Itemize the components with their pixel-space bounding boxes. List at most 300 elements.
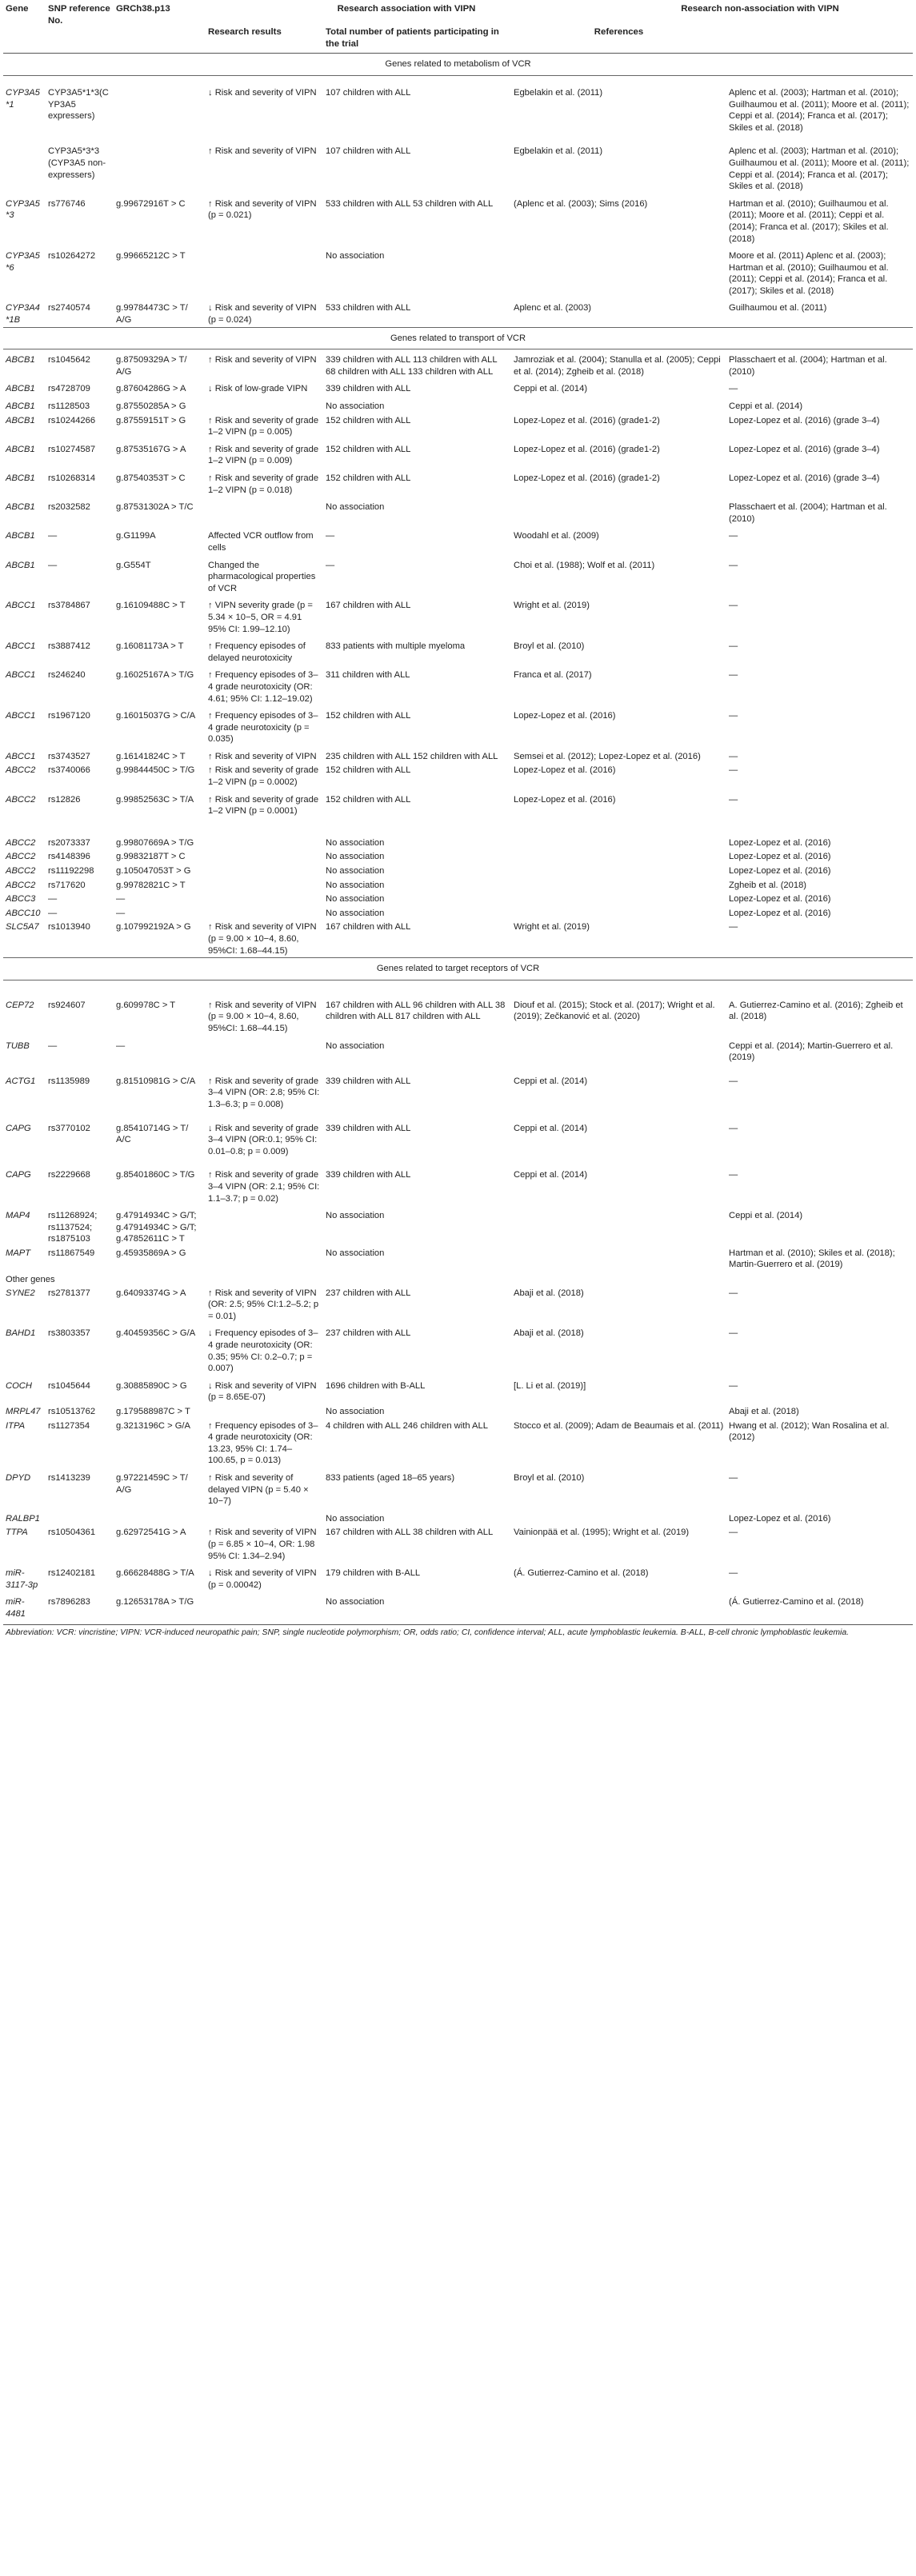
gene-cell: ABCC2 — [6, 794, 36, 805]
gene-cell: ACTG1 — [6, 1076, 36, 1086]
result-cell: ↑ Frequency episodes of 3–4 grade neurotoxicity (OR: 13.23, 95% CI: 1.74–100.65, p = 0.013) — [208, 1420, 318, 1466]
gene-cell: ABCC1 — [6, 641, 36, 652]
table-row — [3, 864, 913, 878]
result-cell: ↑ VIPN severity grade (p = 5.34 × 10−5, OR = 4.91 95% CI: 1.99–12.10) — [208, 601, 313, 634]
nonassociation-cell: — — [729, 1472, 738, 1483]
grch-cell: g.179588987C > T — [116, 1407, 190, 1416]
result-cell: ↑ Risk and severity of VIPN (OR: 2.5; 95% CI:1.2–5.2; p = 0.01) — [208, 1288, 319, 1321]
grch-cell: g.609978C > T — [116, 1000, 176, 1010]
table-row — [3, 468, 913, 497]
patients-cell: 339 children with ALL — [326, 1123, 411, 1133]
patients-cell: 339 children with ALL 113 children with ALL 68 children with ALL 133 children with ALL — [326, 355, 498, 377]
nonassociation-cell: (Á. Gutierrez-Camino et al. (2018) — [729, 1597, 864, 1608]
nonassociation-cell: — — [729, 1123, 738, 1133]
snp-cell: rs3743527 — [48, 751, 90, 761]
header-grch: GRCh38.p13 — [116, 4, 170, 14]
snp-cell: rs10513762 — [48, 1407, 96, 1416]
patients-cell: 237 children with ALL — [326, 1288, 411, 1298]
grch-cell — [114, 1508, 206, 1526]
gene-cell: ABCB1 — [6, 355, 35, 365]
grch-cell: g.66628488G > T/A — [116, 1568, 194, 1579]
patients-cell: No association — [326, 1211, 385, 1221]
gene-cell: ABCC1 — [6, 670, 36, 681]
table-row — [3, 1468, 913, 1508]
nonassociation-cell: Moore et al. (2011) Aplenc et al. (2003); Hartman et al. (2010); Guilhaumou et al. (2011); Ceppi et al. (2014); Franca et al. (2017); Skiles et al. (2018) — [729, 251, 889, 296]
grch-cell: g.87559151T > G — [116, 415, 186, 425]
grch-cell: g.16109488C > T — [116, 601, 186, 611]
result-cell: Affected VCR outflow from cells — [208, 531, 314, 553]
grch-cell: g.3213196C > G/A — [116, 1420, 190, 1431]
gene-cell: SLC5A7 — [6, 922, 39, 933]
patients-cell: No association — [326, 866, 385, 877]
references-cell — [511, 906, 726, 921]
table-row — [3, 194, 913, 246]
gene-cell: ABCB1 — [6, 473, 35, 483]
patients-cell: 339 children with ALL — [326, 384, 411, 394]
grch-cell: g.99832187T > C — [116, 852, 186, 862]
nonassociation-cell: Lopez-Lopez et al. (2016) — [729, 894, 831, 905]
result-cell: ↓ Risk and severity of VIPN (p = 0.00042) — [208, 1568, 317, 1590]
result-cell: ↓ Risk and severity of VIPN (p = 8.65E-07) — [208, 1380, 317, 1403]
table-row — [3, 439, 913, 468]
table-row — [3, 789, 913, 818]
patients-cell: — — [326, 531, 335, 541]
header-snp: SNP reference No. — [48, 4, 110, 26]
patients-cell: No association — [326, 1040, 385, 1051]
grch-cell: g.81510981G > C/A — [116, 1076, 196, 1086]
grch-cell: g.62972541G > A — [116, 1528, 186, 1538]
table-row — [3, 1158, 913, 1205]
section-title: Genes related to transport of VCR — [3, 327, 913, 349]
nonassociation-cell: Aplenc et al. (2003); Hartman et al. (2010); Guilhaumou et al. (2011); Moore et al. (2011); Ceppi et al. (2014); Franca et al. (2017); Skiles et al. (2018) — [729, 146, 910, 192]
result-cell: ↑ Risk and severity of VIPN (p = 9.00 × 10−4, 8.60, 95%CI: 1.68–44.15) — [208, 922, 317, 956]
snp-cell: rs12402181 — [48, 1568, 96, 1579]
footnote: Abbreviation: VCR: vincristine; VIPN: VCR-induced neuropathic pain; SNP, single nucleotide polymorphism; OR, odds ratio; CI, confidence interval; ALL, acute lymphoblastic leukemia. B-ALL, B-cell chronic lymphoblastic leukemia. — [3, 1624, 913, 1638]
references-cell: Stocco et al. (2009); Adam de Beaumais et al. (2011) — [514, 1420, 724, 1431]
result-cell — [206, 1246, 323, 1272]
references-cell: Ceppi et al. (2014) — [514, 384, 588, 394]
nonassociation-cell: Lopez-Lopez et al. (2016) (grade 3–4) — [729, 444, 880, 454]
snp-cell: rs7896283 — [48, 1597, 90, 1608]
nonassociation-cell: — — [729, 711, 738, 721]
grch-cell: g.87535167G > A — [116, 444, 186, 454]
gene-cell: ABCC2 — [6, 866, 36, 877]
grch-cell: g.G554T — [116, 560, 151, 570]
references-cell: Semsei et al. (2012); Lopez-Lopez et al. (2016) — [514, 751, 701, 761]
table-row — [3, 1112, 913, 1159]
gene-cell: ABCB1 — [6, 401, 35, 412]
gene-cell: ABCC2 — [6, 852, 36, 862]
nonassociation-cell: A. Gutierrez-Camino et al. (2016); Zgheib et al. (2018) — [729, 1000, 903, 1022]
nonassociation-cell: — — [729, 601, 738, 611]
nonassociation-cell: — — [729, 531, 738, 541]
snp-cell: — — [48, 531, 58, 541]
patients-cell: 179 children with B-ALL — [326, 1568, 421, 1579]
nonassociation-cell: Guilhaumou et al. (2011) — [729, 303, 827, 314]
snp-cell: rs1045642 — [48, 355, 90, 365]
nonassociation-cell: Zgheib et al. (2018) — [729, 880, 807, 890]
result-cell — [206, 246, 323, 298]
table-row — [3, 1563, 913, 1592]
grch-cell: g.107992192A > G — [116, 922, 191, 933]
gene-cell: CYP3A4*1B — [6, 303, 40, 325]
gene-cell: ABCC2 — [6, 880, 36, 890]
references-cell — [511, 1508, 726, 1526]
grch-cell: g.99807669A > T/G — [116, 837, 194, 848]
references-cell: Aplenc et al. (2003) — [514, 303, 592, 314]
gene-cell: SYNE2 — [6, 1288, 35, 1298]
snp-cell: rs1045644 — [48, 1380, 90, 1391]
table-row — [3, 246, 913, 298]
result-cell: ↑ Risk and severity of grade 3–4 VIPN (OR: 2.1; 95% CI: 1.1–3.7; p = 0.02) — [208, 1170, 320, 1204]
table-row — [3, 349, 913, 379]
table-row — [3, 1323, 913, 1375]
patients-cell: 4 children with ALL 246 children with ALL — [326, 1420, 488, 1431]
grch-cell: g.87531302A > T/C — [116, 502, 194, 513]
table-row — [3, 892, 913, 906]
gene-cell: CAPG — [6, 1123, 31, 1133]
nonassociation-cell: Lopez-Lopez et al. (2016) — [729, 837, 831, 848]
table-row — [3, 1064, 913, 1112]
gene-cell: MAPT — [6, 1248, 31, 1258]
patients-cell: No association — [326, 908, 385, 918]
grch-cell: g.87540353T > C — [116, 473, 186, 483]
references-cell: Lopez-Lopez et al. (2016) (grade1-2) — [514, 473, 660, 483]
snp-cell: rs3803357 — [48, 1328, 90, 1339]
grch-cell: g.G1199A — [116, 531, 156, 541]
references-cell: Lopez-Lopez et al. (2016) (grade1-2) — [514, 444, 660, 454]
result-cell: ↑ Frequency episodes of 3–4 grade neurotoxicity (OR: 4.61; 95% CI: 1.12–19.02) — [208, 670, 318, 704]
result-cell: ↑ Risk and severity of delayed VIPN (p = 5.40 × 10−7) — [208, 1472, 309, 1507]
grch-cell: — — [116, 908, 126, 918]
snp-cell: rs3784867 — [48, 601, 90, 611]
patients-cell: — — [326, 560, 335, 570]
table-body — [3, 54, 913, 1621]
table-row — [3, 636, 913, 665]
snp-cell: rs3887412 — [48, 641, 90, 652]
gene-cell: MRPL47 — [6, 1407, 41, 1416]
nonassociation-cell: — — [729, 560, 738, 570]
patients-cell: No association — [326, 1407, 385, 1416]
patients-cell: 152 children with ALL — [326, 415, 411, 425]
vipn-snp-table — [3, 2, 913, 1621]
references-cell — [511, 396, 726, 413]
table-row — [3, 818, 913, 850]
result-cell — [206, 1508, 323, 1526]
gene-cell: ABCB1 — [6, 444, 35, 454]
patients-cell: No association — [326, 837, 385, 848]
patients-cell: 311 children with ALL — [326, 670, 410, 681]
grch-cell — [114, 75, 206, 134]
patients-cell: 533 children with ALL 53 children with ALL — [326, 198, 494, 209]
table-row — [3, 849, 913, 864]
references-cell: Vainionpää et al. (1995); Wright et al. (2019) — [514, 1528, 690, 1538]
result-cell: ↑ Risk and severity of VIPN — [208, 146, 317, 157]
nonassociation-cell: — — [729, 641, 738, 652]
gene-cell: miR-4481 — [6, 1597, 26, 1619]
table-row — [3, 878, 913, 893]
nonassociation-cell: — — [729, 1568, 738, 1579]
snp-cell: CYP3A5*1*3(CYP3A5 expressers) — [48, 87, 109, 122]
table-row — [3, 413, 913, 439]
references-cell: Ceppi et al. (2014) — [514, 1123, 588, 1133]
gene-cell: ABCB1 — [6, 502, 35, 513]
patients-cell: No association — [326, 1597, 385, 1608]
table-row — [3, 980, 913, 1035]
nonassociation-cell: Hartman et al. (2010); Skiles et al. (2018); Martin-Guerrero et al. (2019) — [729, 1248, 895, 1270]
result-cell — [206, 1036, 323, 1064]
result-cell: ↑ Risk and severity of grade 3–4 VIPN (OR: 2.8; 95% CI: 1.3–6.3; p = 0.008) — [208, 1076, 320, 1109]
references-cell: Lopez-Lopez et al. (2016) — [514, 765, 616, 776]
snp-cell: rs1413239 — [48, 1472, 90, 1483]
references-cell — [511, 1205, 726, 1246]
nonassociation-cell: — — [729, 751, 738, 761]
patients-cell: No association — [326, 894, 385, 905]
references-cell: (Aplenc et al. (2003); Sims (2016) — [514, 198, 648, 209]
references-cell — [511, 1592, 726, 1620]
snp-cell: rs11867549 — [48, 1248, 95, 1258]
references-cell: Broyl et al. (2010) — [514, 1472, 585, 1483]
snp-cell: — — [48, 894, 58, 905]
snp-cell: — — [48, 908, 58, 918]
table-row — [3, 746, 913, 764]
references-cell: Jamroziak et al. (2004); Stanulla et al. (2005); Ceppi et al. (2014); Zgheib et al. (2018) — [514, 355, 721, 377]
nonassociation-cell: — — [729, 1328, 738, 1339]
grch-cell: g.87604286G > A — [116, 384, 186, 394]
table-row — [3, 906, 913, 921]
result-cell: ↑ Risk and severity of VIPN (p = 9.00 × 10−4, 8.60, 95%CI: 1.68–44.15) — [208, 1000, 317, 1033]
grch-cell — [114, 134, 206, 193]
references-cell — [511, 497, 726, 525]
snp-cell: rs3740066 — [48, 765, 90, 776]
patients-cell: No association — [326, 401, 385, 412]
nonassociation-cell: — — [729, 1076, 738, 1086]
nonassociation-cell: — — [729, 1528, 738, 1538]
result-cell: ↑ Frequency episodes of 3–4 grade neurotoxicity (p = 0.035) — [208, 711, 318, 745]
gene-cell: ABCC1 — [6, 751, 36, 761]
patients-cell: 167 children with ALL — [326, 922, 411, 933]
result-cell — [206, 864, 323, 878]
grch-cell: g.16025167A > T/G — [116, 670, 194, 681]
patients-cell: 339 children with ALL — [326, 1076, 411, 1086]
table-row — [3, 1525, 913, 1563]
page — [3, 0, 913, 1638]
snp-cell: rs717620 — [48, 880, 86, 890]
gene-cell: TTPA — [6, 1528, 28, 1538]
grch-cell: g.45935869A > G — [116, 1248, 186, 1258]
result-cell — [206, 396, 323, 413]
snp-cell: rs246240 — [48, 670, 86, 681]
snp-cell: rs2740574 — [48, 303, 90, 314]
table-row — [3, 1508, 913, 1526]
references-cell — [511, 864, 726, 878]
nonassociation-cell: — — [729, 1380, 738, 1391]
table-row — [3, 1205, 913, 1246]
references-cell: Lopez-Lopez et al. (2016) — [514, 794, 616, 805]
nonassociation-cell: Hwang et al. (2012); Wan Rosalina et al. (2012) — [729, 1420, 890, 1443]
header-results: Research results — [206, 26, 323, 54]
patients-cell: 107 children with ALL — [326, 87, 411, 98]
snp-cell: — — [48, 1040, 58, 1051]
result-cell: ↑ Risk and severity of VIPN — [208, 751, 317, 761]
snp-cell: rs10504361 — [48, 1528, 96, 1538]
gene-cell: ABCB1 — [6, 415, 35, 425]
table-row — [3, 1376, 913, 1404]
header-association-group: Research association with VIPN — [337, 4, 476, 14]
references-cell: Wright et al. (2019) — [514, 922, 590, 933]
header-gene: Gene — [6, 4, 29, 14]
gene-cell: CEP72 — [6, 1000, 34, 1010]
result-cell: ↓ Risk of low-grade VIPN — [208, 384, 308, 394]
references-cell: Egbelakin et al. (2011) — [514, 146, 603, 157]
references-cell — [511, 818, 726, 850]
references-cell: Abaji et al. (2018) — [514, 1328, 584, 1339]
result-cell — [206, 497, 323, 525]
patients-cell: No association — [326, 502, 385, 513]
snp-cell: rs12826 — [48, 794, 81, 805]
table-row — [3, 75, 913, 134]
table-row — [3, 1246, 913, 1272]
nonassociation-cell: — — [729, 670, 738, 681]
nonassociation-cell: Aplenc et al. (2003); Hartman et al. (2010); Guilhaumou et al. (2011); Moore et al. (2011); Ceppi et al. (2014); Franca et al. (2017); Skiles et al. (2018) — [729, 87, 910, 133]
snp-cell: rs2032582 — [48, 502, 90, 513]
table-row — [3, 595, 913, 636]
references-cell: Ceppi et al. (2014) — [514, 1170, 588, 1180]
gene-cell: CYP3A5*3 — [6, 198, 40, 221]
result-cell: ↓ Risk and severity of VIPN — [208, 87, 317, 98]
patients-cell: 167 children with ALL 38 children with ALL — [326, 1528, 494, 1538]
patients-cell: 235 children with ALL 152 children with ALL — [326, 751, 498, 761]
references-cell: Egbelakin et al. (2011) — [514, 87, 603, 98]
gene-cell: ABCB1 — [6, 560, 35, 570]
result-cell: ↓ Frequency episodes of 3–4 grade neurotoxicity (OR: 0.35; 95% CI: 0.2–0.7; p = 0.007) — [208, 1328, 318, 1374]
table-row — [3, 396, 913, 413]
grch-cell: g.12653178A > T/G — [116, 1597, 194, 1608]
table-row — [3, 920, 913, 957]
snp-cell: rs1135989 — [48, 1076, 90, 1086]
nonassociation-cell: — — [729, 922, 738, 933]
snp-cell: — — [48, 560, 58, 570]
snp-cell: rs1127354 — [48, 1420, 90, 1431]
snp-cell — [46, 1508, 114, 1526]
grch-cell: g.16081173A > T — [116, 641, 184, 652]
snp-cell: rs2229668 — [48, 1170, 90, 1180]
gene-cell: CYP3A5*6 — [6, 251, 40, 273]
result-cell — [206, 1592, 323, 1620]
snp-cell: rs10264272 — [48, 251, 96, 262]
references-cell — [511, 1404, 726, 1419]
grch-cell: g.87550285A > G — [116, 401, 186, 412]
grch-cell: g.16015037G > C/A — [116, 711, 196, 721]
patients-cell: No association — [326, 852, 385, 862]
patients-cell: 833 patients (aged 18–65 years) — [326, 1472, 455, 1483]
grch-cell: g.47914934C > G/T; g.47914934C > G/T; g.47852611C > T — [116, 1211, 197, 1244]
nonassociation-cell: — — [729, 1170, 738, 1180]
patients-cell: 152 children with ALL — [326, 444, 411, 454]
snp-cell: rs10268314 — [48, 473, 96, 483]
nonassociation-cell: Lopez-Lopez et al. (2016) — [729, 866, 831, 877]
grch-cell: g.87509329A > T/ A/G — [116, 355, 187, 377]
gene-cell: ABCC10 — [6, 908, 41, 918]
gene-cell: COCH — [6, 1380, 32, 1391]
grch-cell: g.85410714G > T/ A/C — [116, 1123, 189, 1145]
patients-cell: 167 children with ALL — [326, 601, 411, 611]
table-row — [3, 1286, 913, 1324]
references-cell — [511, 1246, 726, 1272]
nonassociation-cell: Lopez-Lopez et al. (2016) — [729, 1513, 831, 1524]
gene-cell: ABCB1 — [6, 384, 35, 394]
nonassociation-cell: Lopez-Lopez et al. (2016) (grade 3–4) — [729, 473, 880, 483]
references-cell: Broyl et al. (2010) — [514, 641, 585, 652]
header-references: References — [511, 26, 726, 54]
patients-cell: No association — [326, 1513, 385, 1524]
result-cell: ↑ Risk and severity of VIPN — [208, 355, 317, 365]
snp-cell: rs10244266 — [48, 415, 96, 425]
result-cell: ↑ Risk and severity of VIPN (p = 6.85 × 10−4, OR: 1.98 95% CI: 1.34–2.94) — [208, 1528, 317, 1561]
gene-cell: DPYD — [6, 1472, 31, 1483]
patients-cell: No association — [326, 880, 385, 890]
gene-cell: CAPG — [6, 1170, 31, 1180]
references-cell — [511, 892, 726, 906]
nonassociation-cell: — — [729, 794, 738, 805]
snp-cell: rs1013940 — [48, 922, 90, 933]
result-cell: ↑ Risk and severity of grade 1–2 VIPN (p = 0.018) — [208, 473, 319, 495]
result-cell: ↓ Risk and severity of grade 3–4 VIPN (OR:0.1; 95% CI: 0.01–0.8; p = 0.009) — [208, 1123, 319, 1156]
result-cell: ↑ Risk and severity of grade 1–2 VIPN (p = 0.0001) — [208, 794, 319, 817]
result-cell — [206, 906, 323, 921]
references-cell — [511, 849, 726, 864]
references-cell: Choi et al. (1988); Wolf et al. (2011) — [514, 560, 655, 570]
nonassociation-cell: Plasschaert et al. (2004); Hartman et al. (2010) — [729, 502, 887, 524]
result-cell — [206, 878, 323, 893]
nonassociation-cell: Abaji et al. (2018) — [729, 1407, 799, 1416]
subsection-title: Other genes — [6, 1275, 55, 1285]
gene-cell: RALBP1 — [6, 1513, 40, 1524]
references-cell — [511, 878, 726, 893]
grch-cell: g.99782821C > T — [116, 880, 186, 890]
table-row — [3, 298, 913, 327]
gene-cell: ABCC1 — [6, 601, 36, 611]
result-cell — [206, 1404, 323, 1419]
grch-cell: g.99852563C > T/A — [116, 794, 194, 805]
gene-cell: miR-3117-3p — [6, 1568, 38, 1590]
grch-cell: — — [116, 1040, 126, 1051]
nonassociation-cell: Lopez-Lopez et al. (2016) — [729, 852, 831, 862]
patients-cell: 167 children with ALL 96 children with ALL 38 children with ALL 817 children with ALL — [326, 1000, 506, 1022]
grch-cell: g.40459356C > G/A — [116, 1328, 196, 1339]
gene-cell: ABCC3 — [6, 894, 36, 905]
patients-cell: 237 children with ALL — [326, 1328, 411, 1339]
references-cell: (Á. Gutierrez-Camino et al. (2018) — [514, 1568, 649, 1579]
result-cell: ↑ Risk and severity of VIPN (p = 0.021) — [208, 198, 317, 221]
grch-cell: — — [116, 894, 126, 905]
result-cell: Changed the pharmacological properties of VCR — [208, 560, 316, 593]
patients-cell: No association — [326, 251, 385, 262]
grch-cell: g.85401860C > T/G — [116, 1170, 195, 1180]
references-cell: Wright et al. (2019) — [514, 601, 590, 611]
nonassociation-cell: Ceppi et al. (2014); Martin-Guerrero et al. (2019) — [729, 1040, 894, 1063]
gene-cell: BAHD1 — [6, 1328, 36, 1339]
references-cell: Lopez-Lopez et al. (2016) (grade1-2) — [514, 415, 660, 425]
references-cell: Woodahl et al. (2009) — [514, 531, 599, 541]
grch-cell: g.99784473C > T/ A/G — [116, 303, 188, 325]
patients-cell: 152 children with ALL — [326, 765, 411, 776]
gene-cell: MAP4 — [6, 1211, 30, 1221]
gene-cell: TUBB — [6, 1040, 30, 1051]
grch-cell: g.30885890C > G — [116, 1380, 187, 1391]
patients-cell: 152 children with ALL — [326, 794, 411, 805]
grch-cell: g.16141824C > T — [116, 751, 186, 761]
